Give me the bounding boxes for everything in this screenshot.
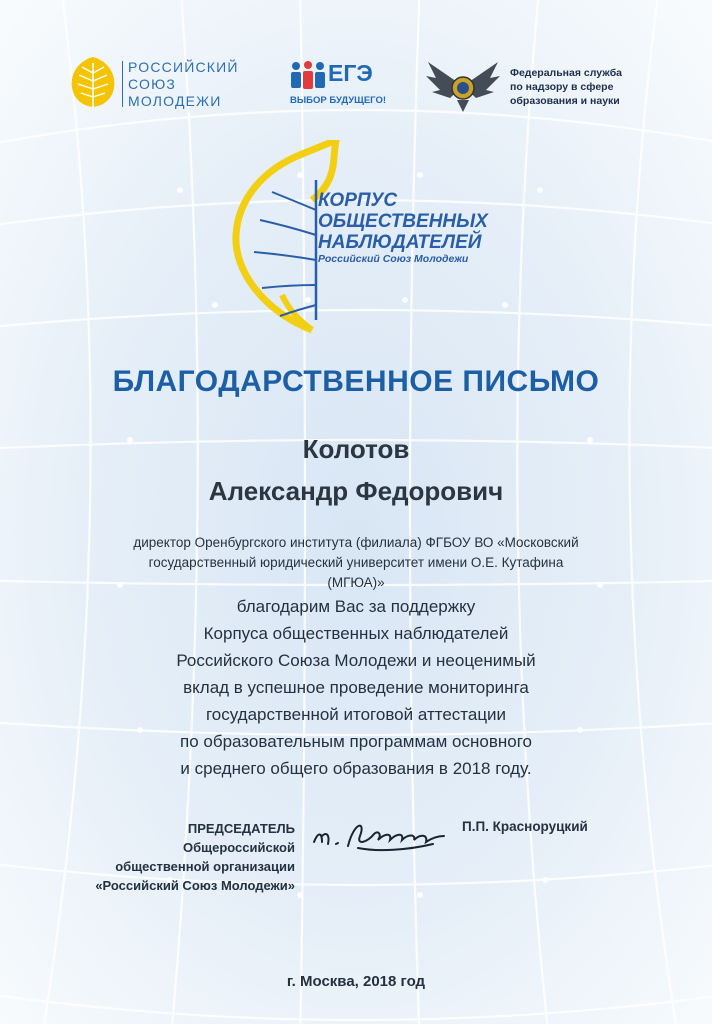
chair-line-4: «Российский Союз Молодежи» xyxy=(95,878,295,893)
rsm-logo xyxy=(68,55,258,115)
body-line-5: государственной итоговой аттестации xyxy=(205,705,507,724)
recipient-given-names: Александр Федорович xyxy=(208,476,504,506)
corps-title xyxy=(318,190,488,265)
chair-line-2: Общероссийской xyxy=(183,840,295,855)
aspen-leaf-icon xyxy=(68,55,118,111)
recipient-position xyxy=(120,533,592,593)
chair-line-1: ПРЕДСЕДАТЕЛЬ xyxy=(187,821,295,836)
corps-subtitle: Российский Союз Молодежи xyxy=(318,253,469,265)
fs-line-1: Федеральная служба xyxy=(510,67,623,79)
rsm-line-1: РОССИЙСКИЙ xyxy=(128,59,239,75)
rsm-line-2: СОЮЗ xyxy=(128,76,177,92)
rsm-separator xyxy=(122,61,123,107)
rosobrnadzor-logo xyxy=(424,56,664,116)
rsm-text xyxy=(128,59,239,110)
corps-emblem xyxy=(232,140,492,340)
chair-title-block xyxy=(40,819,295,895)
corps-line-1: КОРПУС xyxy=(318,190,398,211)
corps-line-2: ОБЩЕСТВЕННЫХ xyxy=(318,211,488,232)
letter-body xyxy=(120,593,592,782)
fs-text xyxy=(510,66,622,108)
corps-line-3: НАБЛЮДАТЕЛЕЙ xyxy=(318,232,482,253)
body-line-1: благодарим Вас за поддержку xyxy=(236,597,476,616)
handwritten-signature xyxy=(308,812,458,862)
position-line-2: государственный юридический университет имени О.Е. Кутафина (МГЮА)» xyxy=(148,555,564,590)
fs-line-3: образования и науки xyxy=(510,95,620,107)
place-and-date: г. Москва, 2018 год xyxy=(286,973,426,990)
recipient-surname: Колотов xyxy=(302,434,410,464)
signer-name: П.П. Красноруцкий xyxy=(462,819,588,834)
fs-line-2: по надзору в сфере xyxy=(510,81,614,93)
ege-people-icon xyxy=(288,60,328,94)
body-line-6: по образовательным программам основного xyxy=(180,732,532,751)
document-title: БЛАГОДАРСТВЕННОЕ ПИСЬМО xyxy=(112,365,600,398)
ege-word: ЕГЭ xyxy=(328,60,373,86)
body-line-2: Корпуса общественных наблюдателей xyxy=(203,624,509,643)
rsm-line-3: МОЛОДЕЖИ xyxy=(128,93,222,109)
body-line-3: Российского Союза Молодежи и неоценимый xyxy=(176,651,536,670)
body-line-4: вклад в успешное проведение мониторинга xyxy=(183,678,529,697)
ege-logo xyxy=(288,58,398,114)
body-line-7: и среднего общего образования в 2018 году. xyxy=(180,759,532,778)
chair-line-3: общественной организации xyxy=(115,859,295,874)
eagle-emblem-icon xyxy=(424,56,502,114)
position-line-1: директор Оренбургского института (филиала) ФГБОУ ВО «Московский xyxy=(133,535,579,550)
ege-slogan: ВЫБОР БУДУЩЕГО! xyxy=(290,95,386,106)
